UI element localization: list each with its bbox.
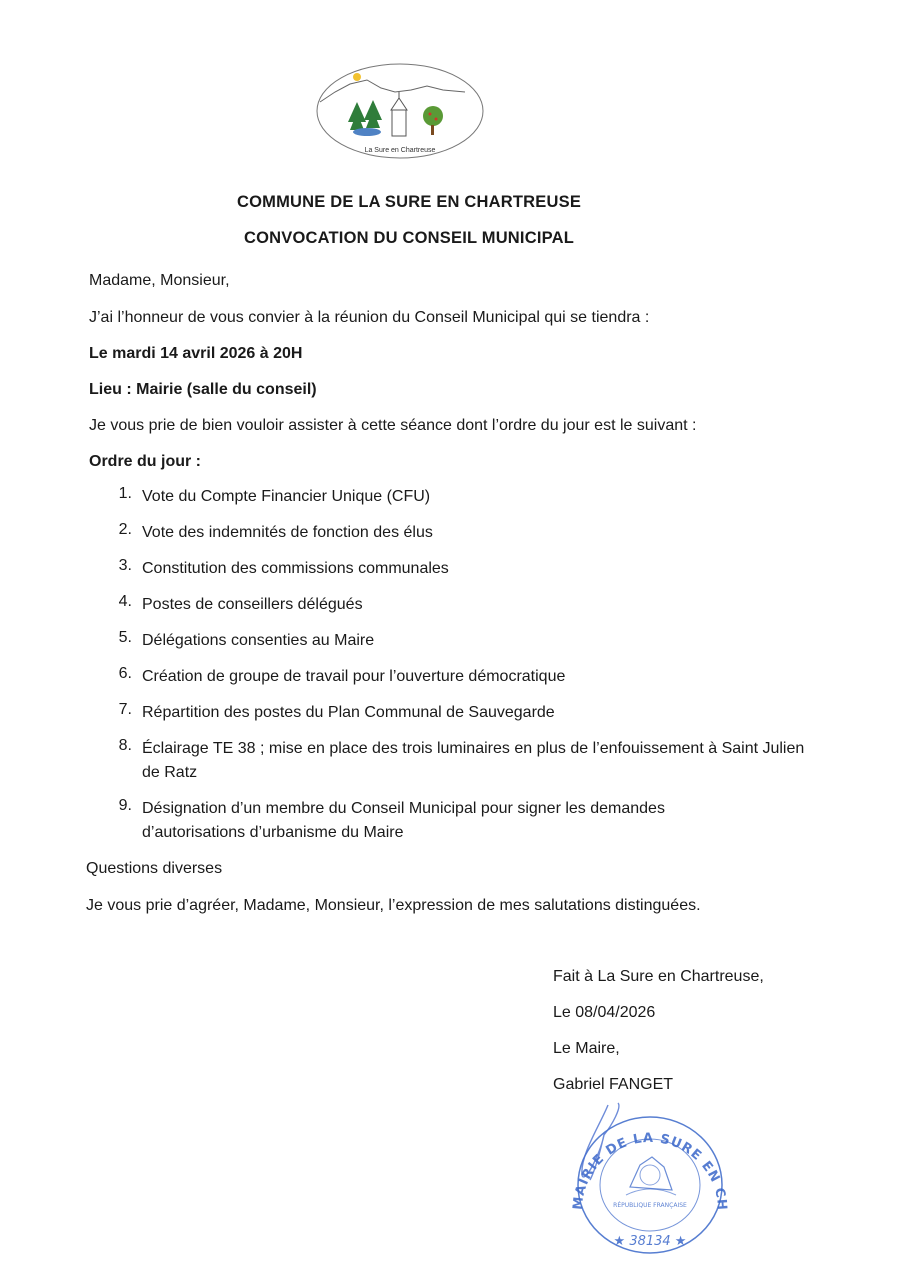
commune-heading: COMMUNE DE LA SURE EN CHARTREUSE (236, 193, 582, 211)
questions-diverses: Questions diverses (86, 860, 223, 877)
meeting-date: Le mardi 14 avril 2026 à 20H (89, 345, 303, 362)
item-number: 8. (118, 737, 132, 754)
mairie-stamp (560, 1095, 740, 1260)
meeting-location: Lieu : Mairie (salle du conseil) (89, 381, 317, 398)
salutation: Madame, Monsieur, (89, 272, 230, 289)
item-text: Éclairage TE 38 ; mise en place des trois luminaires en plus de l’enfouissement à Saint Julien de Ratz (142, 740, 805, 781)
svg-text:★ 38134 ★: ★ 38134 ★ (613, 1234, 687, 1249)
item-text: Délégations consenties au Maire (142, 632, 375, 649)
item-number: 2. (118, 521, 132, 538)
item-text: Désignation d’un membre du Conseil Municipal pour signer les demandes d’autorisations d’urbanisme du Maire (142, 800, 665, 841)
logo-caption: La Sure en Chartreuse (364, 147, 436, 154)
item-text: Création de groupe de travail pour l’ouverture démocratique (142, 668, 566, 685)
item-number: 9. (118, 797, 132, 814)
item-number: 3. (118, 557, 132, 574)
signature-name: Gabriel FANGET (553, 1076, 674, 1093)
item-text: Constitution des commissions communales (142, 560, 449, 577)
signature-date: Le 08/04/2026 (553, 1004, 656, 1021)
item-text: Vote des indemnités de fonction des élus (142, 524, 433, 541)
item-number: 4. (118, 593, 132, 610)
item-number: 5. (118, 629, 132, 646)
item-text: Postes de conseillers délégués (142, 596, 363, 613)
agenda-heading: Ordre du jour : (89, 453, 201, 470)
item-text: Vote du Compte Financier Unique (CFU) (142, 488, 431, 505)
document-title: CONVOCATION DU CONSEIL MUNICIPAL (244, 229, 574, 247)
svg-text:MAIRIE DE LA SURE EN CHARTREUS: MAIRIE DE LA SURE EN CH (570, 1130, 730, 1212)
signature-place: Fait à La Sure en Chartreuse, (553, 968, 764, 985)
item-number: 7. (118, 701, 132, 718)
closing-formula: Je vous prie d’agréer, Madame, Monsieur, l’expression de mes salutations distinguées. (86, 897, 701, 914)
request-text: Je vous prie de bien vouloir assister à cette séance dont l’ordre du jour est le suivant : (89, 417, 697, 434)
item-number: 6. (118, 665, 132, 682)
commune-logo (315, 62, 485, 160)
signature-role: Le Maire, (553, 1040, 620, 1057)
intro-text: J’ai l’honneur de vous convier à la réunion du Conseil Municipal qui se tiendra : (89, 309, 650, 326)
svg-text:RÉPUBLIQUE FRANÇAISE: RÉPUBLIQUE FRANÇAISE (613, 1202, 687, 1209)
item-text: Répartition des postes du Plan Communal de Sauvegarde (142, 704, 555, 721)
item-number: 1. (118, 485, 132, 502)
